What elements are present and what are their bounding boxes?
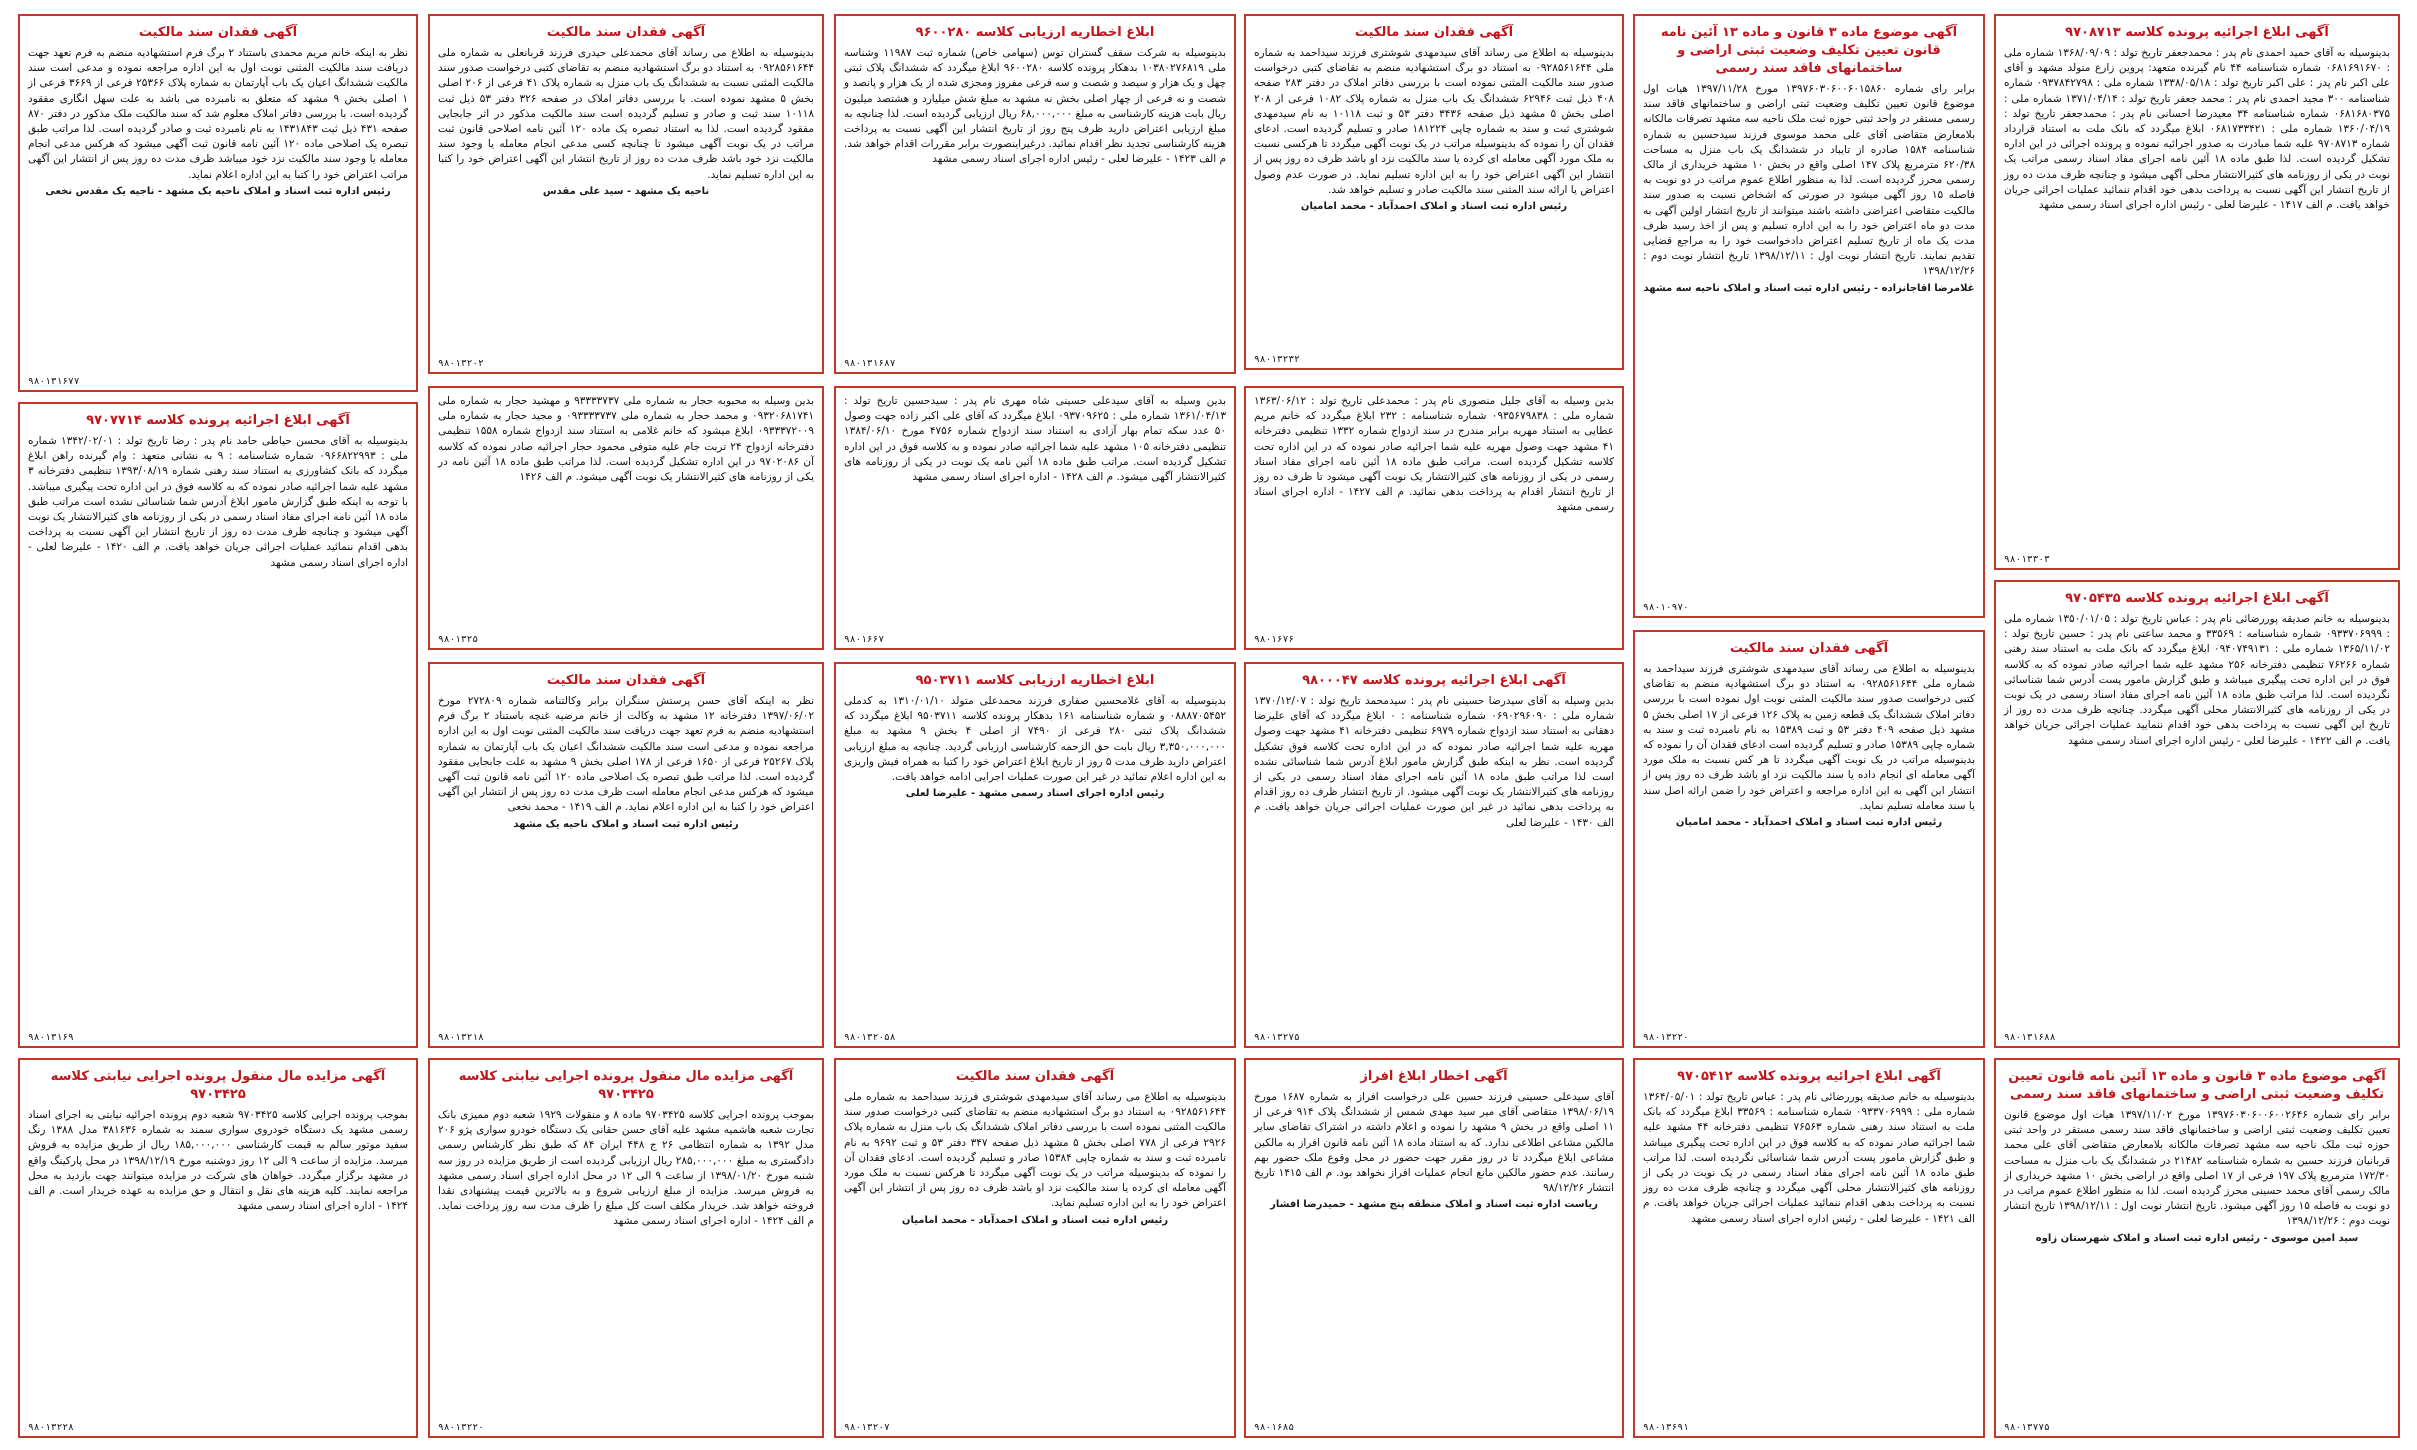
- notice-code: ۹۸۰۱۳۲۰۲: [438, 358, 484, 369]
- notice-box: [1633, 1058, 1985, 1438]
- notice-title: ابلاغ اخطاریه ارزیابی کلاسه ۹۶۰۰۲۸۰: [915, 25, 1155, 40]
- notice-code: ۹۸۰۱۳۲۰۷: [844, 1422, 890, 1433]
- notice-body: بدینوسیله به آقای حمید احمدی نام پدر : محمدجعفر تاریخ تولد : ۱۳۶۸/۰۹/۰۹ شماره ملی : ۰۶۸۱۶۹۱۶۷۰ شماره شناسنامه ۴۴ نام گیرنده متعهد: پروین زارع متولد مشهد و آقای علی اکبر نام پدر : علی اکبر تاریخ تولد : ۱۳۳۸/۰۵/۱۸ شماره ملی : ۰۹۳۷۸۴۲۷۹۸ شماره شناسنامه ۳۰۰ مجید احمدی نام پدر : محمد جعفر تاریخ تولد : ۱۳۷۱/۰۴/۱۴ شماره ملی : ۰۶۸۱۶۸۰۳۷۵ شماره شناسنامه ۳۴ معیدرضا احسانی نام پدر : محمدجعفر تاریخ تولد : ۱۳۶۰/۰۴/۱۹ شماره ملی : ۰۶۸۱۷۳۳۴۲۱ ابلاغ میگردد که بانک ملت به استناد قرارداد شماره ۹۷۰۸۷۱۳ علیه شما مبادرت به صدور اجرائیه نموده و پرونده اجرائی در این اداره تشکیل گردیده است. لذا طبق ماده ۱۸ آئین نامه اجرای مفاد اسناد رسمی مراتب یک نوبت در یکی از روزنامه های کثیرالانتشار محلی آگهی میشود و چنانچه ظرف مدت ده روز از تاریخ انتشار این آگهی نسبت به پرداخت بدهی خود اقدام ننمائید عملیات اجرائی جریان خواهد یافت. م الف ۱۴۱۷ - علیرضا لعلی - رئیس اداره اجرای اسناد رسمی مشهد: [2004, 47, 2391, 212]
- notice-title: آگهی فقدان سند مالکیت: [1354, 25, 1514, 40]
- notice-code: ۹۸۰۱۳۷۷۵: [2004, 1422, 2050, 1433]
- notice-code: ۹۸۰۱۶۸۵: [1254, 1422, 1295, 1433]
- notice-box: [834, 662, 1236, 1048]
- notice-code: ۹۸۰۱۳۱۶۷۷: [28, 376, 80, 387]
- notice-title: ابلاغ اخطاریه ارزیابی کلاسه ۹۵۰۳۷۱۱: [915, 673, 1155, 688]
- notice-code: ۹۸۰۱۳۲۱۸: [438, 1032, 484, 1043]
- notice-title: آگهی فقدان سند مالکیت: [546, 673, 706, 688]
- notice-code: ۹۸۰۱۳۲۷۵: [1254, 1032, 1300, 1043]
- notice-body: بدین وسیله به محبوبه حجار به شماره ملی ۹۳۳۳۳۷۳۷ و مهشید حجار به شماره ملی ۰۹۳۲۰۶۸۱۷۴۱ و محمد حجار به شماره ملی ۰۹۳۳۳۳۷۳۷ و مجید حجار به شماره ملی ۰۹۳۳۳۷۲۰۰۹ ابلاغ میشود که خانم غلامی به استناد سند ازدواج شماره ۱۵۵۸ تنظیمی دفترخانه ازدواج ۲۴ تربت جام علیه متوفی محمود حجار اجرائیه صادر نموده که کلاسه آن ۹۷۰۲۰۸۶ در این اداره تشکیل گردیده است. لذا مراتب طبق ماده ۱۸ آئین نامه در یکی از روزنامه های کثیرالانتشار یک نوبت آگهی میشود. م الف ۱۴۲۶: [438, 395, 815, 484]
- notice-box: [18, 402, 418, 1048]
- notice-box: [1244, 386, 1624, 650]
- notice-title: آگهی فقدان سند مالکیت: [955, 1069, 1115, 1084]
- notice-body: بموجب پرونده اجرایی کلاسه ۹۷۰۳۴۲۵ شعبه دوم پرونده اجرائیه نیابتی به اجرای اسناد رسمی مشهد یک دستگاه خودروی سواری سمند به شماره ۳۸۱۶۳۶ مدل ۱۳۸۸ رنگ سفید موتور سالم به قیمت کارشناسی ۱۸۵,۰۰۰,۰۰۰ ریال از طریق مزایده به فروش میرسد. مزایده از ساعت ۹ الی ۱۲ روز دوشنبه مورخ ۱۳۹۸/۱۲/۱۹ در محل پارکینگ واقع در مشهد برگزار میگردد. خواهان های شرکت در مزایده میتوانند جهت بازدید به محل مراجعه نمایند. کلیه هزینه های نقل و انتقال و حق مزایده به عهده خریدار است. م الف ۱۴۲۴ - اداره اجرای اسناد رسمی مشهد: [28, 1109, 408, 1213]
- notice-title: آگهی ابلاغ اجرائیه پرونده کلاسه ۹۷۰۷۷۱۴: [86, 413, 350, 428]
- notice-body: بدینوسیله به اطلاع می رساند آقای سیدمهدی شوشتری فرزند سیداحمد به شماره ملی ۰۹۲۸۵۶۱۶۴۴ به استناد دو برگ استشهادیه منضم به تقاضای کتبی درخواست صدور سند مالکیت المثنی نموده است با بررسی دفاتر املاک در دفتر ۲۸۳ صفحه ۴۰۸ ذیل ثبت ۶۲۹۴۶ ششدانگ یک باب منزل به شماره پلاک ۱۰۸۲ فرعی از ۲۰۸ اصلی بخش ۵ مشهد ذیل صفحه ۳۴۳۶ دفتر ۵۳ و ثبت ۱۰۱۱۸ به نام سیدمهدی شوشتری ثبت و سند به شماره چاپی ۱۸۱۲۲۴ صادر و تسلیم گردیده است. ادعای فقدان آن را نموده که بدینوسیله مراتب در یک نوبت آگهی میگردد تا هرکسی نسبت به ملک مورد آگهی معامله ای کرده یا سند مالکیت نزد او باشد ظرف ده روز پس از انتشار این آگهی اعتراض خود را به این اداره تسلیم نماید. در صورت عدم وصول اعتراض یا ارائه سند المثنی سند مالکیت صادر و تسلیم خواهد شد.: [1254, 47, 1615, 196]
- notice-body: آقای سیدعلی حسینی فرزند حسین علی درخواست افراز به شماره ۱۶۸۷ مورخ ۱۳۹۸/۰۶/۱۹ متقاضی آقای میر سید مهدی شمس از ششدانگ پلاک ۹۱۴ فرعی از ۱۱ اصلی واقع در بخش ۹ مشهد را نموده و اعلام داشته در اشتراک تقاضای سایر مالکین مشاعی اطلاعی ندارد. که به استناد ماده ۱۸ آئین نامه قانون افراز به مالکین مشاعی ابلاغ میگردد تا در روز مقرر جهت حضور در محل وقوع ملک حضور بهم رسانند. عدم حضور مالکین مانع انجام عملیات افراز نخواهد بود. م الف ۱۴۱۵ تاریخ انتشار ۹۸/۱۲/۲۶: [1254, 1091, 1615, 1195]
- notice-title: آگهی ابلاغ اجرائیه پرونده کلاسه ۹۷۰۵۴۱۲: [1677, 1069, 1941, 1084]
- notice-box: [18, 1058, 418, 1438]
- notice-body: بدینوسیله به آقای غلامحسین صفاری فرزند محمدعلی متولد ۱۳۱۰/۰۱/۱۰ به کدملی ۰۸۸۸۷۰۵۴۵۲ و شماره شناسنامه ۱۶۱ بدهکار پرونده کلاسه ۹۵۰۳۷۱۱ ابلاغ میگردد که ششدانگ پلاک ثبتی ۲۸۰ فرعی از ۷۴۹۰ از اصلی ۴ بخش ۹ مشهد به مبلغ ۳,۳۵۰,۰۰۰,۰۰۰ ریال بابت حق الزحمه کارشناسی ارزیابی گردید. چنانچه به مبلغ ارزیابی اعتراض دارید ظرف مدت ۵ روز از تاریخ ابلاغ اعتراض خود را کتبا به همراه فیش واریزی به این اداره اعلام نمائید در غیر این صورت عملیات اجرایی ادامه خواهد یافت.: [844, 695, 1227, 784]
- notice-code: ۹۸۰۱۳۲۳۲: [1254, 354, 1300, 365]
- notice-box: [834, 1058, 1236, 1438]
- notice-box: [834, 14, 1236, 374]
- notice-signature: ناحیه یک مشهد - سید علی مقدس: [542, 185, 710, 197]
- notice-body: برابر رای شماره ۱۳۹۷۶۰۳۰۶۰۰۶۰۱۵۸۶۰ مورخ ۱۳۹۷/۱۱/۲۸ هیات اول موضوع قانون تعیین تکلیف وضعیت ثبتی اراضی و ساختمانهای فاقد سند رسمی مستقر در واحد ثبتی حوزه ثبت ملک ناحیه سه مشهد تصرفات مالکانه بلامعارض متقاضی آقای علی محمد موسوی فرزند سیدحسین به شماره شناسنامه ۱۵۸۴ صادره از تایباد در ششدانگ یک باب منزل به مساحت ۶۲۰/۳۸ مترمربع پلاک ۱۴۷ اصلی واقع در بخش ۱۰ مشهد خریداری از مالک رسمی محرز گردیده است. لذا به منظور اطلاع عموم مراتب در دو نوبت به فاصله ۱۵ روز آگهی میشود در صورتی که اشخاص نسبت به صدور سند مالکیت متقاضی اعتراضی داشته باشند میتوانند از تاریخ انتشار اولین آگهی به مدت دو ماه اعتراض خود را به این اداره تسلیم و پس از اخذ رسید ظرف مدت یک ماه از تاریخ تسلیم اعتراض دادخواست خود را به مراجع قضایی تقدیم نمایند. تاریخ انتشار نوبت اول : ۱۳۹۸/۱۲/۱۱ تاریخ انتشار نوبت دوم : ۱۳۹۸/۱۲/۲۶: [1643, 83, 1976, 278]
- notice-box: [428, 1058, 824, 1438]
- notice-title: آگهی فقدان سند مالکیت: [1729, 641, 1889, 656]
- notice-signature: سید امین موسوی - رئیس اداره ثبت اسناد و املاک شهرستان زاوه: [2035, 1232, 2359, 1244]
- notice-signature: رئیس اداره ثبت اسناد و املاک احمدآباد - محمد امامیان: [901, 1214, 1169, 1226]
- notice-title: آگهی فقدان سند مالکیت: [546, 25, 706, 40]
- notice-title: آگهی موضوع ماده ۳ قانون و ماده ۱۳ آئین نامه قانون تعیین تکلیف وضعیت ثبتی اراضی و ساختمانهای فاقد سند رسمی: [2008, 1069, 2386, 1102]
- notice-title: آگهی ابلاغ اجرائیه پرونده کلاسه ۹۷۰۵۴۳۵: [2065, 591, 2329, 606]
- notice-signature: ریاست اداره ثبت اسناد و املاک منطقه پنج مشهد - حمیدرضا افشار: [1270, 1199, 1598, 1211]
- notice-code: ۹۸۰۱۳۶۹۱: [1643, 1422, 1689, 1433]
- notice-signature: رئیس اداره ثبت اسناد و املاک احمدآباد - محمد امامیان: [1300, 201, 1568, 213]
- notice-signature: رئیس اداره ثبت اسناد و املاک ناحیه یک مشهد - ناجیه یک مقدس نخعی: [45, 185, 391, 197]
- notice-signature: رئیس اداره ثبت اسناد و املاک ناحیه یک مشهد: [513, 818, 739, 830]
- notice-code: ۹۸۰۱۳۱۶۹: [28, 1032, 74, 1043]
- notice-body: بموجب پرونده اجرایی کلاسه ۹۷۰۳۴۲۵ ماده ۸ و منقولات ۱۹۲۹ شعبه دوم ممیزی بانک تجارت شعبه هاشمیه مشهد علیه آقای حسن حقانی یک دستگاه خودرو سواری پژو ۲۰۶ مدل ۱۳۹۲ به شماره انتظامی ۲۶ ج ۴۴۸ ایران ۸۴ که طبق نظر کارشناس رسمی دادگستری به مبلغ ۲۸۵,۰۰۰,۰۰۰ ریال ارزیابی گردیده است از طریق مزایده در روز سه شنبه مورخ ۱۳۹۸/۰۱/۲۰ از ساعت ۹ الی ۱۲ در محل اداره اجرای اسناد رسمی مشهد به فروش میرسد. مزایده از مبلغ ارزیابی شروع و به بالاترین قیمت پیشنهادی نقدا فروخته خواهد شد. خریدار مکلف است کل مبلغ را ظرف مدت سه روز پرداخت نماید. م الف ۱۴۲۴ - اداره اجرای اسناد رسمی مشهد: [438, 1109, 815, 1228]
- notice-body: نظر به اینکه آقای حسن پرستش سنگران برابر وکالتنامه شماره ۲۷۲۸۰۹ مورخ ۱۳۹۷/۰۶/۰۲ دفترخانه ۱۲ مشهد به وکالت از خانم مرضیه غنچه باستناد ۲ برگ فرم استشهادیه منضم به فرم تعهد جهت دریافت سند مالکیت المثنی نوبت اول به این اداره مراجعه نموده و مدعی است سند مالکیت ششدانگ اعیان یک باب آپارتمان به شماره پلاک ۲۵۲۶۷ فرعی از ۱۶۵۰ فرعی از ۱۷۸ اصلی بخش ۹ مشهد به علت جابجایی مفقود گردیده است. لذا مراتب طبق تبصره یک اصلاحی ماده ۱۲۰ آئین نامه قانون ثبت آگهی میشود که هرکس مدعی انجام معامله است ظرف مدت ده روز پس از انتشار این آگهی اعتراض خود را کتبا به این اداره اعلام نماید. م الف ۱۴۱۹ - محمد نخعی: [438, 695, 815, 814]
- notice-code: ۹۸۰۱۶۶۷: [844, 634, 885, 645]
- notice-body: بدینوسیله به اطلاع می رساند آقای سیدمهدی شوشتری فرزند سیداحمد به شماره ملی ۰۹۲۸۵۶۱۶۴۴ به استناد دو برگ استشهادیه منضم به تقاضای کتبی درخواست صدور سند مالکیت المثنی نوبت اول نموده است با بررسی دفاتر املاک ششدانگ یک قطعه زمین به پلاک ۱۲۶ فرعی از ۱۷ اصلی بخش ۵ مشهد ذیل صفحه ۴۰۹ دفتر ۵۳ و ثبت ۱۵۳۸۹ به نام نامبرده ثبت و سند به شماره چاپی ۱۵۳۸۹ صادر و تسلیم گردیده است ادعای فقدان آن را نموده که بدینوسیله مراتب در یک نوبت آگهی میگردد تا هر کس نسبت به ملک مورد آگهی معامله ای انجام داده یا سند مالکیت نزد او باشد ظرف ده روز پس از انتشار این آگهی به این اداره مراجعه و اعتراض خود را ضمن ارائه اصل سند یا سند معامله تسلیم نماید.: [1643, 663, 1975, 812]
- notice-body: بدینوسیله به خانم صدیقه پوررضائی نام پدر : عباس تاریخ تولد : ۱۳۵۰/۰۱/۰۵ شماره ملی : ۰۹۳۳۷۰۶۹۹۹ شماره شناسنامه : ۳۳۵۶۹ و محمد ساعتی نام پدر : حسین تاریخ تولد : ۱۳۶۵/۱۱/۰۲ شماره ملی : ۰۹۴۰۷۴۹۱۳۱ ابلاغ میگردد که بانک ملت به استناد سند رهنی شماره ۷۶۲۶۶ تنظیمی دفترخانه ۲۵۶ مشهد علیه شما اجرائیه صادر نموده که به کلاسه فوق در این اداره تحت پیگیری میباشد و طبق گزارش مامور پست آدرس شما شناسائی نگردیده است. لذا مراتب طبق ماده ۱۸ آئین نامه اجرای مفاد اسناد رسمی در یک نوبت در یکی از روزنامه های کثیرالانتشار محلی آگهی میگردد. چنانچه ظرف مدت ده روز از تاریخ این آگهی نسبت به پرداخت بدهی خود اقدام ننمایید عملیات اجرائی جریان خواهد یافت. م الف ۱۴۲۲ - علیرضا لعلی - رئیس اداره اجرای اسناد رسمی مشهد: [2004, 613, 2390, 747]
- notice-box: [1244, 1058, 1624, 1438]
- notice-box: [428, 386, 824, 650]
- notice-title: آگهی ابلاغ اجرائیه پرونده کلاسه ۹۷۰۸۷۱۳: [2065, 25, 2329, 40]
- notice-box: [1633, 14, 1985, 618]
- notice-box: [1244, 14, 1624, 370]
- notice-body: بدین وسیله به آقای سیدعلی حسینی شاه مهری نام پدر : سیدحسین تاریخ تولد : ۱۳۶۱/۰۴/۱۳ شماره ملی : ۰۹۳۷۰۹۶۲۵ ابلاغ میگردد که آقای علی اکبر زاده جهت وصول ۵۰ عدد سکه تمام بهار آزادی به استناد سند ازدواج شماره ۴۷۵۶ مورخ ۱۳۸۴/۰۶/۱۰ تنظیمی دفترخانه ۱۰۵ مشهد علیه شما اجرائیه صادر نموده و به کلاسه فوق در این اداره تشکیل گردیده است. مراتب طبق ماده ۱۸ آئین نامه یک نوبت در یکی از روزنامه های کثیرالانتشار آگهی میشود. م الف ۱۴۲۸ - اداره اجرای اسناد رسمی مشهد: [844, 395, 1226, 484]
- notice-body: بدینوسیله به اطلاع می رساند آقای محمدعلی حیدری فرزند قربانعلی به شماره ملی ۰۹۲۸۵۶۱۶۴۴ به استناد دو برگ استشهادیه منضم به تقاضای کتبی درخواست صدور سند مالکیت المثنی نسبت به ششدانگ یک باب منزل به شماره پلاک ۴۱ فرعی از ۲۰۶ اصلی بخش ۵ مشهد نموده است. با بررسی دفاتر املاک در صفحه ۳۲۶ دفتر ۵۳ ذیل ثبت ۱۰۱۱۸ سند ثبت و صادر و تسلیم گردیده است سند مالکیت مذکور در اثر جابجایی مفقود گردیده است. لذا به استناد تبصره یک ماده ۱۲۰ آئین نامه اصلاحی قانون ثبت مراتب در یک نوبت آگهی میشود تا چنانچه کسی مدعی انجام معامله یا وجود سند مالکیت نزد خود باشد ظرف مدت ده روز از تاریخ انتشار این آگهی اعتراض خود را کتبا به این اداره تسلیم نماید.: [438, 47, 814, 181]
- notice-code: ۹۸۰۱۳۲۰۵۸: [844, 1032, 896, 1043]
- notice-code: ۹۸۰۱۳۲۵: [438, 634, 479, 645]
- notice-body: بدینوسیله به اطلاع می رساند آقای سیدمهدی شوشتری فرزند سیداحمد به شماره ملی ۰۹۲۸۵۶۱۶۴۴ به استناد دو برگ استشهادیه منضم به تقاضای کتبی درخواست صدور سند مالکیت المثنی نموده است با بررسی دفاتر املاک ششدانگ یک باب منزل به شماره پلاک ۲۹۲۶ فرعی از ۷۷۸ اصلی بخش ۵ مشهد ذیل صفحه ۳۴۷ دفتر ۵۳ و ثبت ۹۶۹۲ به نام نامبرده ثبت و سند به شماره چاپی ۱۵۳۸۴ صادر و تسلیم گردیده است. ادعای فقدان آن را نموده که بدینوسیله مراتب در یک نوبت آگهی میگردد تا هرکس نسبت به ملک مورد آگهی معامله ای کرده یا سند مالکیت نزد او باشد ظرف ده روز پس از انتشار این آگهی اعتراض خود را به این اداره تسلیم نماید.: [844, 1091, 1226, 1210]
- notice-title: آگهی اخطار ابلاغ افراز: [1360, 1069, 1508, 1084]
- notice-signature: رئیس اداره ثبت اسناد و املاک احمدآباد - محمد امامیان: [1675, 817, 1943, 829]
- notice-body: بدینوسیله به آقای محسن حیاطی حامد نام پدر : رضا تاریخ تولد : ۱۳۴۲/۰۲/۰۱ شماره ملی : ۰۹۶۶۸۲۲۹۹۳ شماره شناسنامه : ۹ به نشانی متعهد : وام گیرنده راهن ابلاغ میگردد که بانک کشاورزی به استناد سند رهنی شماره ۱۳۹۳/۰۸/۱۹ تنظیمی دفترخانه ۳ مشهد علیه شما اجرائیه صادر نموده که به کلاسه فوق در این اداره تحت پیگیری میباشد. با توجه به اینکه طبق گزارش مامور ابلاغ آدرس شما شناسائی نشده است مراتب طبق ماده ۱۸ آئین نامه اجرای مفاد اسناد رسمی در یکی از روزنامه های کثیرالانتشار یک نوبت آگهی میشود و چنانچه ظرف مدت ده روز از تاریخ انتشار این آگهی نسبت به پرداخت بدهی اقدام ننمائید عملیات اجرائی جریان خواهد یافت. م الف ۱۴۲۰ - علیرضا لعلی - اداره اجرای اسناد رسمی مشهد: [28, 435, 409, 569]
- notice-code: ۹۸۰۱۳۲۲۰: [438, 1422, 484, 1433]
- notice-signature: غلامرضا اقاجانزاده - رئیس اداره ثبت اسناد و املاک ناحیه سه مشهد: [1643, 282, 1975, 294]
- notice-box: [1994, 1058, 2400, 1438]
- notice-box: [1633, 630, 1985, 1048]
- notice-body: بدین وسیله به آقای جلیل منصوری نام پدر : محمدعلی تاریخ تولد : ۱۳۶۳/۰۶/۱۲ شماره ملی : ۰۹۳۵۶۷۹۸۳۸ شماره شناسنامه : ۲۳۲ ابلاغ میگردد که خانم مریم عطایی به استناد مهریه برابر مندرج در سند ازدواج شماره ۱۳۳۲ تنظیمی دفترخانه ۴۱ مشهد جهت وصول مهریه علیه شما اجرائیه صادر نموده که در این اداره تحت کلاسه تشکیل گردیده است. مراتب طبق ماده ۱۸ آئین نامه اجرای مفاد اسناد رسمی در یکی از روزنامه های کثیرالانتشار یک نوبت آگهی میشود تا ظرف ده روز از تاریخ انتشار اقدام به پرداخت بدهی نمائید. م الف ۱۴۲۷ - اداره اجرای اسناد رسمی مشهد: [1254, 395, 1614, 514]
- notice-body: بدینوسیله به خانم صدیقه پوررضائی نام پدر : عباس تاریخ تولد : ۱۳۶۴/۰۵/۰۱ شماره ملی : ۰۹۳۳۷۰۶۹۹۹ شماره شناسنامه : ۳۳۵۶۹ ابلاغ میگردد که بانک ملت به استناد سند رهنی شماره ۷۶۵۶۳ تنظیمی دفترخانه ۴۴ مشهد علیه شما اجرائیه صادر نموده که به کلاسه فوق در این اداره تحت پیگیری میباشد و طبق گزارش مامور پست آدرس شما شناسائی نگردیده است. لذا مراتب طبق ماده ۱۸ آئین نامه اجرای مفاد اسناد رسمی در یک نوبت در یکی از روزنامه های کثیرالانتشار محلی آگهی میگردد و چنانچه ظرف مدت ده روز نسبت به پرداخت بدهی اقدام ننمائید عملیات اجرائی جریان خواهد یافت. م الف ۱۴۲۱ - علیرضا لعلی - رئیس اداره اجرای اسناد رسمی مشهد: [1643, 1091, 1976, 1225]
- notice-body: برابر رای شماره ۱۳۹۷۶۰۳۰۶۰۰۶۰۰۲۶۴۶ مورخ ۱۳۹۷/۱۱/۰۲ هیات اول موضوع قانون تعیین تکلیف وضعیت ثبتی اراضی و ساختمانهای فاقد سند رسمی مستقر در واحد ثبتی حوزه ثبت ملک ناحیه سه مشهد تصرفات مالکانه بلامعارض متقاضی آقای علی محمد قربانیان فرزند حسین به شماره شناسنامه ۲۱۴۸۲ در ششدانگ یک باب منزل به مساحت ۱۷۲/۳۰ مترمربع پلاک ۱۹۷ فرعی از ۱۷ اصلی واقع در اراضی بخش ۱۰ مشهد خریداری از مالک رسمی آقای محمد حسینی محرز گردیده است. لذا به منظور اطلاع عموم مراتب در دو نوبت به فاصله ۱۵ روز آگهی میشود. تاریخ انتشار نوبت اول : ۱۳۹۸/۱۲/۱۱ تاریخ انتشار نوبت دوم : ۱۳۹۸/۱۲/۲۶: [2004, 1109, 2391, 1228]
- notice-code: ۹۸۰۱۰۹۷۰: [1643, 602, 1689, 613]
- notice-body: نظر به اینکه خانم مریم محمدی باستناد ۲ برگ فرم استشهادیه منضم به فرم تعهد جهت دریافت سند مالکیت المثنی نوبت اول به این اداره مراجعه نموده و مدعی است سند مالکیت ششدانگ اعیان یک باب آپارتمان به شماره پلاک ۲۵۳۶۶ فرعی از ۳۶۶۹ فرعی از ۱ اصلی بخش ۹ مشهد که متعلق به نامبرده می باشد به علت سهل انگاری مفقود گردیده است. با بررسی دفاتر املاک معلوم شد که سند مالکیت ملک مذکور در دفتر ۸۷۰ صفحه ۴۳۱ ذیل ثبت ۱۴۳۱۸۴۳ به نام نامبرده ثبت و صادر گردیده است. لذا مراتب طبق تبصره یک اصلاحی ماده ۱۲۰ آئین نامه قانون ثبت آگهی میشود که هرکس مدعی انجام معامله یا وجود سند مالکیت نزد خود میباشد ظرف مدت ده روز پس از انتشار این آگهی مراتب اعتراض خود را کتبا به این اداره اعلام نماید.: [28, 47, 408, 181]
- notice-box: [834, 386, 1236, 650]
- notice-body: بدین وسیله به آقای سیدرضا حسینی نام پدر : سیدمحمد تاریخ تولد : ۱۳۷۰/۱۲/۰۷ شماره ملی : ۰۶۹۰۲۹۶۰۹۰ شماره شناسنامه : ۰ ابلاغ میگردد که آقای علیرضا دهقانی به استناد سند ازدواج شماره ۶۹۷۹ تنظیمی دفترخانه ۴۱ مشهد جهت وصول مهریه علیه شما اجرائیه صادر نموده که در این اداره تحت کلاسه فوق تشکیل گردیده است. نظر به اینکه طبق گزارش مامور ابلاغ آدرس شما شناسائی نشده است لذا مراتب طبق ماده ۱۸ آئین نامه اجرای مفاد اسناد رسمی در یکی از روزنامه های کثیرالانتشار یک نوبت آگهی میشود. از تاریخ انتشار ظرف ده روز اقدام به پرداخت بدهی نمائید در غیر این صورت عملیات اجرائی جریان خواهد یافت. م الف ۱۴۳۰ - علیرضا لعلی: [1254, 695, 1615, 829]
- newspaper-page: [18, 14, 2400, 1438]
- notice-title: آگهی مزایده مال منقول پرونده اجرایی نیابتی کلاسه ۹۷۰۳۴۲۵: [50, 1069, 386, 1102]
- notice-box: [428, 14, 824, 374]
- notice-box: [1994, 580, 2400, 1048]
- notice-code: ۹۸۰۱۳۳۰۳: [2004, 554, 2050, 565]
- notice-title: آگهی فقدان سند مالکیت: [138, 25, 298, 40]
- notice-box: [428, 662, 824, 1048]
- notice-code: ۹۸۰۱۶۷۶: [1254, 634, 1295, 645]
- notice-box: [1244, 662, 1624, 1048]
- notice-title: آگهی ابلاغ اجرائیه پرونده کلاسه ۹۸۰۰۰۴۷: [1302, 673, 1566, 688]
- notice-signature: رئیس اداره اجرای اسناد رسمی مشهد - علیرضا لعلی: [905, 788, 1165, 800]
- notice-box: [1994, 14, 2400, 570]
- notice-box: [18, 14, 418, 392]
- notice-code: ۹۸۰۱۳۲۲۸: [28, 1422, 74, 1433]
- notice-title: آگهی موضوع ماده ۳ قانون و ماده ۱۳ آئین نامه قانون تعیین تکلیف وضعیت ثبتی اراضی و ساختمانهای فاقد سند رسمی: [1660, 25, 1958, 76]
- notice-body: بدینوسیله به شرکت سقف گستران توس (سهامی خاص) شماره ثبت ۱۱۹۸۷ وشناسه ملی ۱۰۳۸۰۲۷۶۸۱۹ بدهکار پرونده کلاسه ۹۶۰۰۲۸۰ ابلاغ میگردد که ششدانگ پلاک ثبتی چهل و یک هزار و سیصد و شصت و سه فرعی مفروز ومجزی شده از یک هزار و پانصد و شصت و نه فرعی از چهار اصلی بخش نه مشهد به مبلغ شش میلیارد و هشتصد میلیون ریال بابت هزینه کارشناسی به مبلغ ۶۸,۰۰۰,۰۰۰ ریال ارزیابی گردیده است. لذا چنانچه به مبلغ ارزیابی اعتراض دارید ظرف پنج روز از تاریخ انتشار این آگهی نسبت به پرداخت هزینه کارشناسی تجدید نظر اقدام نمائید. درغیراینصورت برابر مقررات اقدام خواهد شد. م الف ۱۴۲۳ - علیرضا لعلی - رئیس اداره اجرای اسناد رسمی مشهد: [844, 47, 1226, 166]
- notice-code: ۹۸۰۱۳۱۶۸۸: [2004, 1032, 2056, 1043]
- notice-code: ۹۸۰۱۳۱۶۸۷: [844, 358, 896, 369]
- notice-title: آگهی مزایده مال منقول پرونده اجرایی نیابتی کلاسه ۹۷۰۳۴۲۵: [458, 1069, 794, 1102]
- notice-code: ۹۸۰۱۳۲۲۰: [1643, 1032, 1689, 1043]
